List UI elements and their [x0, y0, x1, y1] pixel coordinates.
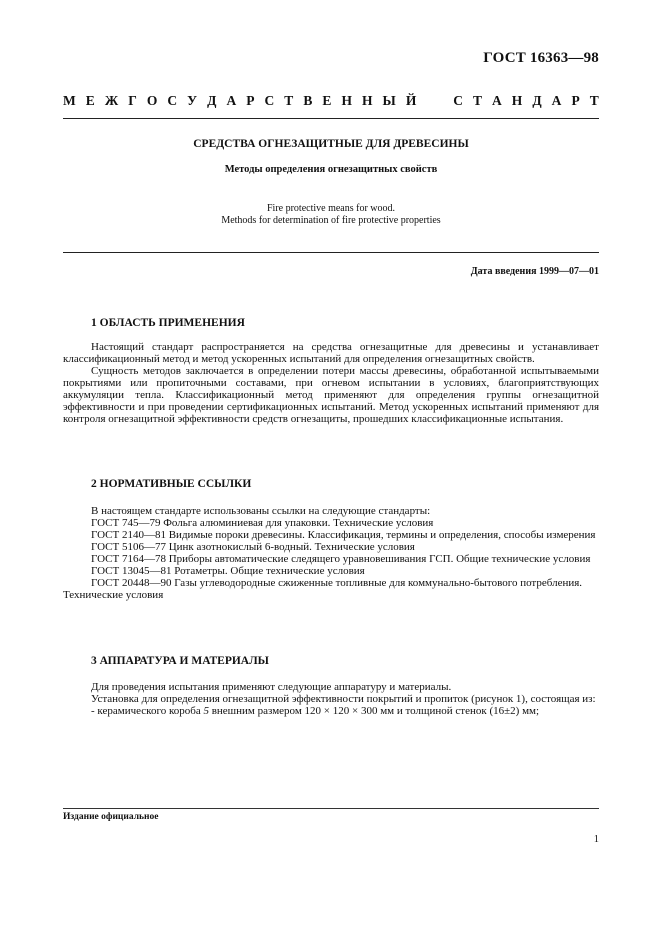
gost-number: ГОСТ 16363—98: [483, 50, 599, 66]
heading-letter: Н: [341, 93, 352, 108]
heading-letter: Т: [472, 93, 482, 108]
mid-rule: [63, 252, 599, 253]
heading-letter: [426, 93, 429, 109]
heading-letter: Ы: [382, 93, 396, 108]
reference-item: ГОСТ 745—79 Фольга алюминиевая для упаковки. Технические условия: [91, 517, 434, 529]
section1-body: [63, 341, 599, 425]
section3-paragraph2: Установка для определения огнезащитной эффективности покрытий и пропиток (рисунок 1), состоящая из:: [91, 693, 596, 705]
section3-paragraph1: Для проведения испытания применяют следующие аппаратуру и материалы.: [91, 681, 452, 693]
section1-heading: 1 ОБЛАСТЬ ПРИМЕНЕНИЯ: [91, 317, 245, 329]
reference-item: ГОСТ 13045—81 Ротаметры. Общие технические условия: [91, 565, 365, 577]
heading-letter: Т: [589, 93, 599, 108]
heading-letter: Р: [571, 93, 580, 108]
section3-heading: 3 АППАРАТУРА И МАТЕРИАЛЫ: [91, 655, 269, 667]
reference-item: ГОСТ 20448—90 Газы углеводородные сжиженные топливные для коммунально-бытового потребления. Технические условия: [63, 577, 583, 601]
heading-letter: С: [453, 93, 463, 108]
heading-letter: Г: [128, 93, 137, 108]
english-title: [63, 203, 599, 227]
heading-letter: [440, 93, 443, 109]
section2-heading: 2 НОРМАТИВНЫЕ ССЫЛКИ: [91, 478, 252, 490]
section3-list-item: [63, 705, 599, 717]
reference-item: ГОСТ 5106—77 Цинк азотнокислый 6-водный. Технические условия: [91, 541, 415, 553]
heading-letter: Т: [284, 93, 294, 108]
heading-letter: Е: [322, 93, 332, 108]
top-rule: [63, 118, 599, 119]
section1-paragraph1: Настоящий стандарт распространяется на средства огнезащитные для древесины и устанавливает классификационный метод и метод ускоренных испытаний для определения огнезащитных свойств.: [63, 341, 599, 365]
heading-letter: А: [226, 93, 237, 108]
document-subtitle: Методы определения огнезащитных свойств: [224, 164, 438, 175]
heading-letter: А: [492, 93, 502, 108]
heading-letter: С: [264, 93, 275, 108]
reference-item: ГОСТ 7164—78 Приборы автоматические следящего уравновешивания ГСП. Общие технические условия: [91, 553, 591, 565]
heading-letter: Й: [405, 93, 417, 108]
heading-letter: М: [63, 93, 76, 108]
introduction-date: Дата введения 1999—07—01: [470, 266, 599, 277]
section1-paragraph2: Сущность методов заключается в определении потери массы древесины, обработанной испытываемыми покрытиями или пропиточными составами, при огневом испытании в условиях, благоприятствующих аккумуляции тепла. Классификационный метод применяют для определения группы огнезащитной эффективности и при проведении сертификационных испытаний. Метод ускоренных испытаний применяют для контроля огнезащитной эффективности средств огнезащиты, прошедших классификационные испытания.: [63, 365, 599, 425]
heading-letter: Д: [532, 93, 542, 108]
heading-letter: Н: [361, 93, 373, 108]
heading-letter: Н: [511, 93, 523, 108]
list-item-prefix: - керамического короба: [91, 705, 204, 717]
heading-letter: Р: [246, 93, 255, 108]
heading-letter: У: [187, 93, 198, 108]
heading-letter: В: [303, 93, 313, 108]
heading-letter: Д: [207, 93, 217, 108]
english-title-line2: Methods for determination of fire protective properties: [221, 215, 441, 226]
heading-letter: Е: [85, 93, 95, 108]
page-number: 1: [593, 834, 599, 845]
figure-reference-number: 5: [203, 705, 209, 717]
footer-rule: [63, 808, 599, 809]
english-title-line1: Fire protective means for wood.: [266, 203, 396, 214]
section2-body: [63, 505, 599, 601]
heading-letter: О: [146, 93, 158, 108]
section3-body: [63, 681, 599, 717]
edition-note: Издание официальное: [63, 812, 159, 822]
heading-letter: Ж: [104, 93, 119, 108]
list-item-suffix: внешним размером 120 × 120 × 300 мм и толщиной стенок (16±2) мм;: [208, 705, 540, 717]
heading-letter: А: [551, 93, 562, 108]
document-title: СРЕДСТВА ОГНЕЗАЩИТНЫЕ ДЛЯ ДРЕВЕСИНЫ: [193, 138, 469, 150]
standard-type-heading: [63, 93, 599, 109]
reference-item: ГОСТ 2140—81 Видимые пороки древесины. Классификация, термины и определения, способы измерения: [91, 529, 596, 541]
section2-intro: В настоящем стандарте использованы ссылки на следующие стандарты:: [91, 505, 431, 517]
heading-letter: С: [167, 93, 178, 108]
